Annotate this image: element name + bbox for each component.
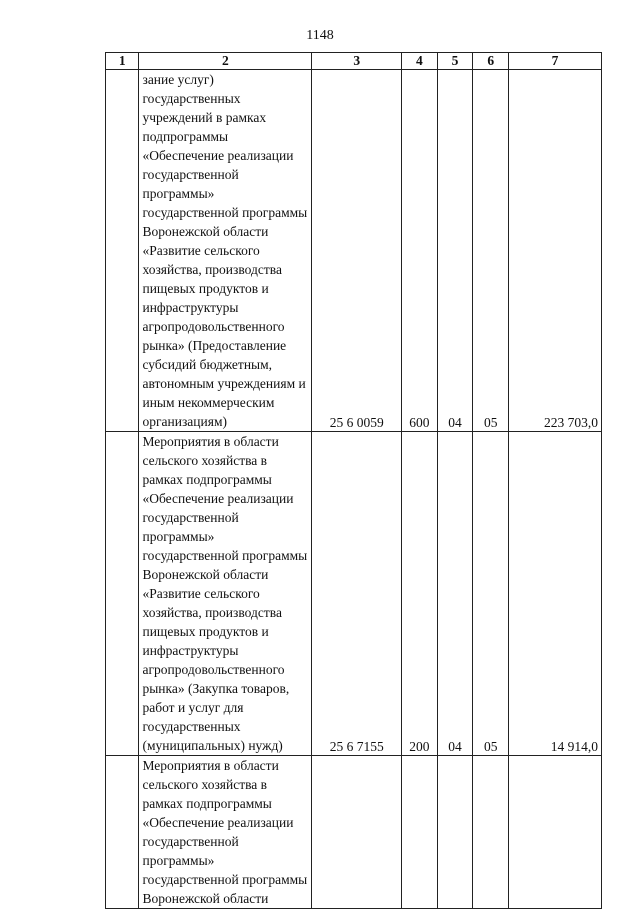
header-col-7: 7 — [509, 53, 602, 70]
row-index-cell — [106, 432, 139, 756]
table-row — [106, 432, 602, 756]
header-col-5: 5 — [437, 53, 473, 70]
expense-type-cell: 200 — [402, 432, 438, 756]
subsection-cell: 05 — [473, 432, 509, 756]
section-cell: 04 — [437, 70, 473, 432]
target-code-cell: 25 6 7155 — [312, 432, 402, 756]
header-col-1: 1 — [106, 53, 139, 70]
description-cell: Мероприятия в области сельского хозяйства в рамках подпрограммы «Обеспечение реализации государственной программы» государственной программы Воронежской области — [139, 756, 312, 909]
budget-table — [105, 52, 602, 909]
description-cell: Мероприятия в области сельского хозяйства в рамках подпрограммы «Обеспечение реализации государственной программы» государственной программы Воронежской области «Развитие сельского хозяйства, производства пищевых продуктов и инфраструктуры агропродовольственного рынка» (Закупка товаров, работ и услуг для государственных (муниципальных) нужд) — [139, 432, 312, 756]
page-number: 1148 — [306, 28, 334, 43]
amount-cell: 14 914,0 — [509, 432, 602, 756]
subsection-cell: 05 — [473, 70, 509, 432]
header-col-3: 3 — [312, 53, 402, 70]
table-row — [106, 70, 602, 432]
table-row — [106, 756, 602, 909]
header-col-6: 6 — [473, 53, 509, 70]
subsection-cell — [473, 756, 509, 909]
header-col-2: 2 — [139, 53, 312, 70]
header-col-4: 4 — [402, 53, 438, 70]
amount-cell: 223 703,0 — [509, 70, 602, 432]
target-code-cell: 25 6 0059 — [312, 70, 402, 432]
section-cell — [437, 756, 473, 909]
section-cell: 04 — [437, 432, 473, 756]
target-code-cell — [312, 756, 402, 909]
table-header-row — [106, 53, 602, 70]
row-index-cell — [106, 756, 139, 909]
row-index-cell — [106, 70, 139, 432]
expense-type-cell: 600 — [402, 70, 438, 432]
expense-type-cell — [402, 756, 438, 909]
amount-cell — [509, 756, 602, 909]
description-cell: зание услуг) государственных учреждений в рамках подпрограммы «Обеспечение реализации государственной программы» государственной программы Воронежской области «Развитие сельского хозяйства, производства пищевых продуктов и инфраструктуры агропродовольственного рынка» (Предоставление субсидий бюджетным, автономным учреждениям и иным некоммерческим организациям) — [139, 70, 312, 432]
